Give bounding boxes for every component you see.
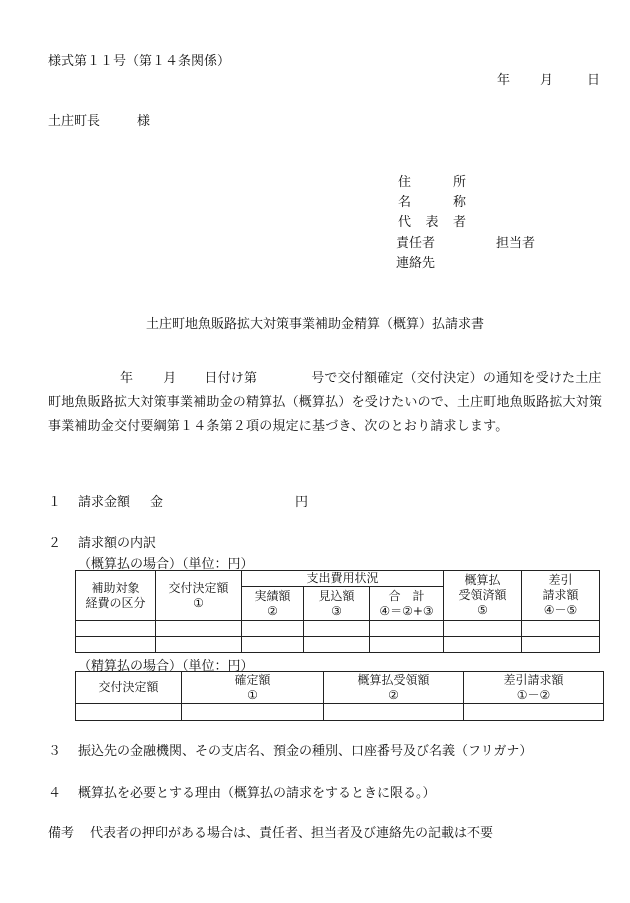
body-rest: 号で交付額確定（交付決定）の通知を受けた土庄町地魚販路拡大対策事業補助金の精算払（概算払）を受けたいので、土庄町地魚販路拡大対策事業補助金交付要綱第１４条第２項の規定に基づき、次のとおり請求します。 (48, 371, 603, 434)
table1-header-total: 合 計 ④＝②+③ (370, 587, 444, 621)
table1-caption: （概算払の場合）（単位：円） (78, 557, 254, 572)
item2-number: ２ (48, 536, 62, 551)
table1-header-expense-status: 支出費用状況 (242, 571, 444, 587)
item4-number: ４ (48, 786, 62, 801)
body-dated-no: 日付け第 (204, 371, 258, 386)
table1-header-subsidy: 補助対象 経費の区分 (76, 571, 156, 621)
item2-label: 請求額の内訳 (78, 536, 157, 551)
table-row (76, 637, 600, 653)
remark-label: 備考 (48, 826, 75, 841)
applicant-representative-label: 代表者 (398, 215, 466, 230)
item3-number: ３ (48, 744, 62, 759)
date-year: 年 (497, 73, 511, 88)
addressee-suffix: 様 (137, 114, 151, 129)
body-paragraph (48, 367, 604, 439)
table2-header-decision: 交付決定額 (76, 672, 182, 704)
applicant-name-label: 名称 (398, 195, 466, 210)
table1-header-decision: 交付決定額 ① (156, 571, 242, 621)
item1-number: １ (48, 495, 62, 510)
item3-text: 振込先の金融機関、その支店名、預金の種別、口座番号及び名義（フリガナ） (78, 744, 533, 759)
form-number: 様式第１１号（第１４条関係） (48, 54, 231, 69)
table1-estimate (75, 570, 600, 653)
date-month: 月 (540, 73, 554, 88)
date-day: 日 (587, 73, 601, 88)
table1-header-diff: 差引 請求額 ④－⑤ (522, 571, 600, 621)
item1-yen: 円 (295, 495, 309, 510)
document-title: 土庄町地魚販路拡大対策事業補助金精算（概算）払請求書 (145, 317, 484, 332)
table2-header-confirmed: 確定額 ① (182, 672, 324, 704)
applicant-contact-person-label: 担当者 (496, 236, 536, 251)
table2-settlement (75, 671, 604, 721)
item1-kin: 金 (150, 495, 164, 510)
item1-label: 請求金額 (78, 495, 131, 510)
table-row (76, 704, 604, 721)
applicant-contact-label: 連絡先 (396, 256, 436, 271)
addressee-name: 土庄町長 (48, 114, 101, 129)
item4-text: 概算払を必要とする理由（概算払の請求をするときに限る。） (78, 786, 436, 801)
table-row (76, 621, 600, 637)
body-month: 月 (163, 371, 177, 386)
table1-header-received: 概算払 受領済額 ⑤ (444, 571, 522, 621)
applicant-responsible-label: 責任者 (396, 236, 436, 251)
table1-header-actual: 実績額 ② (242, 587, 304, 621)
body-year: 年 (120, 371, 134, 386)
applicant-address-label: 住所 (398, 175, 466, 190)
table2-header-diff: 差引請求額 ①－② (464, 672, 604, 704)
table1-header-expected: 見込額 ③ (304, 587, 370, 621)
table2-header-received: 概算払受領額 ② (324, 672, 464, 704)
remark-text: 代表者の押印がある場合は、責任者、担当者及び連絡先の記載は不要 (90, 826, 494, 841)
table2-caption: （精算払の場合）（単位：円） (78, 659, 254, 674)
